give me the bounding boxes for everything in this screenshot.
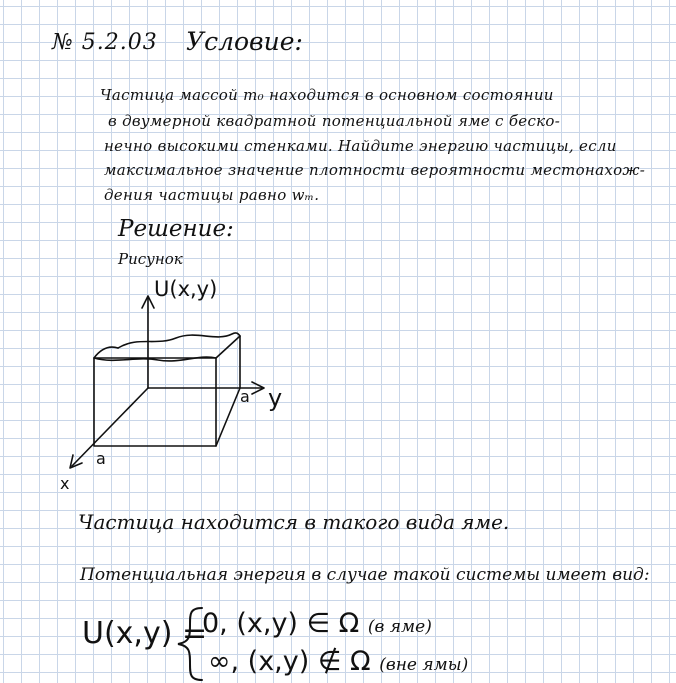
side-label-y: a [240, 387, 250, 406]
condition-line-3: нечно высокими стенками. Найдите энергию частицы, если [104, 137, 617, 155]
axis-z-label: U(x,y) [154, 277, 218, 301]
problem-number: № 5.2.03 [52, 30, 158, 55]
axis-y-label: y [268, 384, 283, 412]
well-back-wave [118, 333, 240, 348]
well-front-face [94, 358, 216, 446]
statement-line: Частица находится в такого вида яме. [78, 510, 510, 534]
case-2-value: ∞, (x,y) ∉ Ω [208, 646, 371, 677]
condition-heading: Условие: [186, 27, 303, 56]
well-right-bottom [216, 388, 240, 446]
well-top-right-edge [216, 336, 240, 358]
case-1-value: 0, (x,y) ∈ Ω [202, 608, 360, 639]
condition-line-5: дения частицы равно wₘ. [104, 186, 320, 204]
solution-heading: Решение: [118, 216, 234, 242]
side-label-x: a [96, 449, 106, 468]
equation-case-1 [202, 608, 432, 639]
axis-x-line [72, 388, 148, 466]
condition-line-2: в двумерной квадратной потенциальной яме с беско- [108, 112, 561, 130]
case-2-note: (вне ямы) [379, 655, 469, 675]
equation-lhs: U(x,y) = [82, 616, 208, 651]
axis-x-label: x [60, 474, 70, 493]
brace [172, 604, 206, 683]
condition-line-1: Частица массой m₀ находится в основном состоянии [100, 86, 554, 104]
equation-case-2 [208, 646, 468, 677]
energy-intro: Потенциальная энергия в случае такой системы имеет вид: [80, 565, 650, 585]
case-1-note: (в яме) [367, 617, 432, 637]
figure-caption: Рисунок [118, 250, 183, 268]
well-top-left-wave [94, 347, 118, 358]
condition-line-4: максимальное значение плотности вероятности местонахож- [104, 161, 646, 179]
